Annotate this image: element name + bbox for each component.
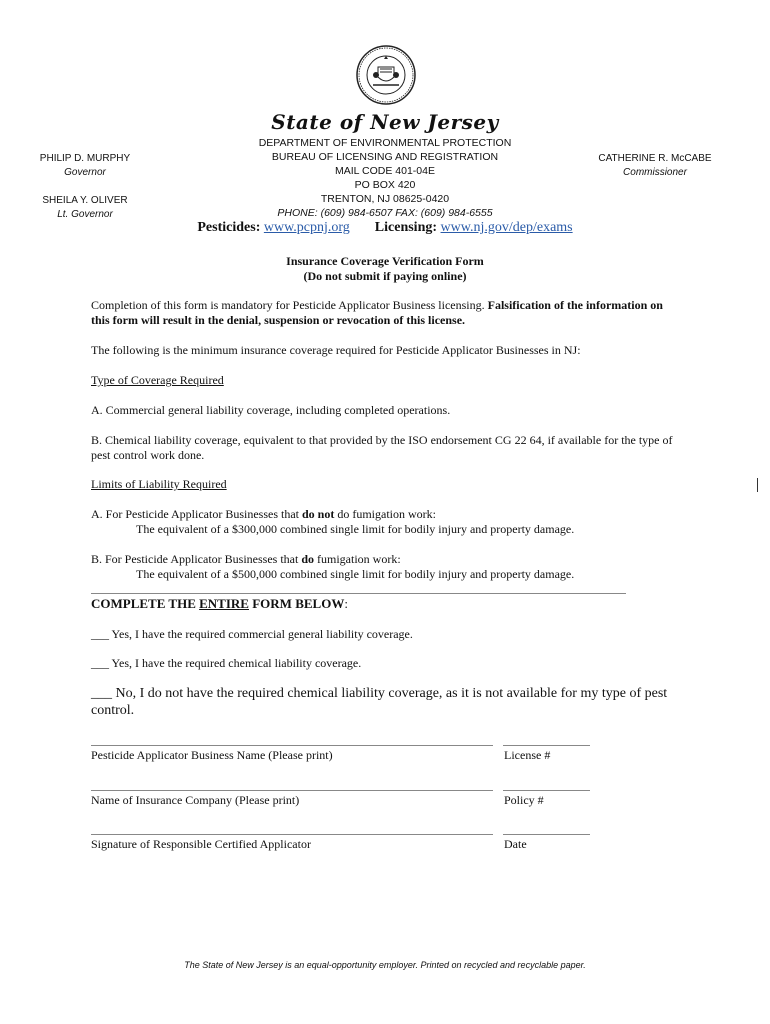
form-subtitle: (Do not submit if paying online) xyxy=(303,269,467,283)
check-chemical-liability[interactable]: ___ Yes, I have the required chemical liability coverage. xyxy=(91,656,362,670)
po-box: PO BOX 420 xyxy=(354,179,416,191)
mail-code: MAIL CODE 401-04E xyxy=(335,165,435,177)
limit-b-emphasis: do xyxy=(301,552,315,566)
licensing-link[interactable]: www.nj.gov/dep/exams xyxy=(440,220,573,235)
complete-colon: : xyxy=(344,596,348,611)
footer-note: The State of New Jersey is an equal-opportunity employer. Printed on recycled and recyclable paper. xyxy=(184,960,586,970)
business-name-label: Pesticide Applicator Business Name (Please print) xyxy=(91,748,333,762)
limits-heading: Limits of Liability Required xyxy=(91,477,227,491)
limit-a xyxy=(91,507,681,537)
signature-label: Signature of Responsible Certified Applicator xyxy=(91,837,311,851)
section-divider xyxy=(91,593,626,594)
limit-a-detail: The equivalent of a $300,000 combined single limit for bodily injury and property damage. xyxy=(136,522,575,536)
limit-b xyxy=(91,552,681,582)
license-label: License # xyxy=(504,748,551,762)
licensing-label: Licensing xyxy=(374,220,433,235)
policy-label: Policy # xyxy=(504,793,544,807)
intro-warning: Falsification of the information on this form will result in the denial, suspension or revocation of this license. xyxy=(91,298,663,327)
limit-b-detail: The equivalent of a $500,000 combined single limit for bodily injury and property damage. xyxy=(136,567,575,581)
complete-text: COMPLETE THE xyxy=(91,596,200,611)
coverage-b: B. Chemical liability coverage, equivalent to that provided by the ISO endorsement CG 22 64, if available for the type of pest control work done. xyxy=(91,433,673,462)
left-officials xyxy=(30,152,140,222)
governor-name: PHILIP D. MURPHY xyxy=(39,153,131,164)
complete-text-end: FORM BELOW xyxy=(248,596,345,611)
complete-entire: ENTIRE xyxy=(199,596,249,611)
insurer-name-label: Name of Insurance Company (Please print) xyxy=(91,793,300,807)
state-seal-icon xyxy=(356,45,416,105)
coverage-a: A. Commercial general liability coverage, including completed operations. xyxy=(91,403,451,417)
margin-mark xyxy=(757,478,758,492)
coverage-heading: Type of Coverage Required xyxy=(91,373,224,387)
governor-title: Governor xyxy=(64,167,106,178)
form-title: Insurance Coverage Verification Form xyxy=(286,254,484,268)
lt-governor-name: SHEILA Y. OLIVER xyxy=(42,195,128,206)
city-address: TRENTON, NJ 08625-0420 xyxy=(320,193,450,205)
commissioner-name: CATHERINE R. McCABE xyxy=(598,153,712,164)
right-officials xyxy=(590,152,720,180)
limit-a-text-end: do fumigation work: xyxy=(334,507,436,521)
signature-line[interactable] xyxy=(91,834,493,835)
date-line[interactable] xyxy=(503,834,590,835)
intro-paragraph xyxy=(91,298,681,328)
intro-text: Completion of this form is mandatory for Pesticide Applicator Business licensing. xyxy=(91,298,488,312)
form-title-block xyxy=(0,254,770,284)
pesticides-label: Pesticides xyxy=(197,220,256,235)
check-general-liability[interactable]: ___ Yes, I have the required commercial general liability coverage. xyxy=(91,627,413,641)
commissioner-title: Commissioner xyxy=(623,167,687,178)
limit-b-text: B. For Pesticide Applicator Businesses that xyxy=(91,552,302,566)
lt-governor-title: Lt. Governor xyxy=(57,209,113,220)
policy-line[interactable] xyxy=(503,790,590,791)
state-title: State of New Jersey xyxy=(271,110,499,134)
complete-instruction xyxy=(91,596,681,611)
insurer-name-line[interactable] xyxy=(91,790,493,791)
limit-a-emphasis: do not xyxy=(301,507,335,521)
website-links: Pesticides: www.pcpnj.org Licensing: www.nj.gov/dep/exams xyxy=(197,220,573,235)
license-line[interactable] xyxy=(503,745,590,746)
date-label: Date xyxy=(504,837,527,851)
limit-a-text: A. For Pesticide Applicator Businesses that xyxy=(91,507,302,521)
check-no-chemical-liability[interactable]: ___ No, I do not have the required chemical liability coverage, as it is not available for my type of pest control. xyxy=(91,686,668,718)
pesticides-link[interactable]: www.pcpnj.org xyxy=(263,220,350,235)
bureau-name: BUREAU OF LICENSING AND REGISTRATION xyxy=(271,151,499,163)
department-name: DEPARTMENT OF ENVIRONMENTAL PROTECTION xyxy=(258,137,512,149)
business-name-line[interactable] xyxy=(91,745,493,746)
minimum-coverage-text: The following is the minimum insurance coverage required for Pesticide Applicator Businesses in NJ: xyxy=(91,343,581,357)
limit-b-text-end: fumigation work: xyxy=(314,552,401,566)
phone-fax: PHONE: (609) 984-6507 FAX: (609) 984-6555 xyxy=(277,207,493,219)
